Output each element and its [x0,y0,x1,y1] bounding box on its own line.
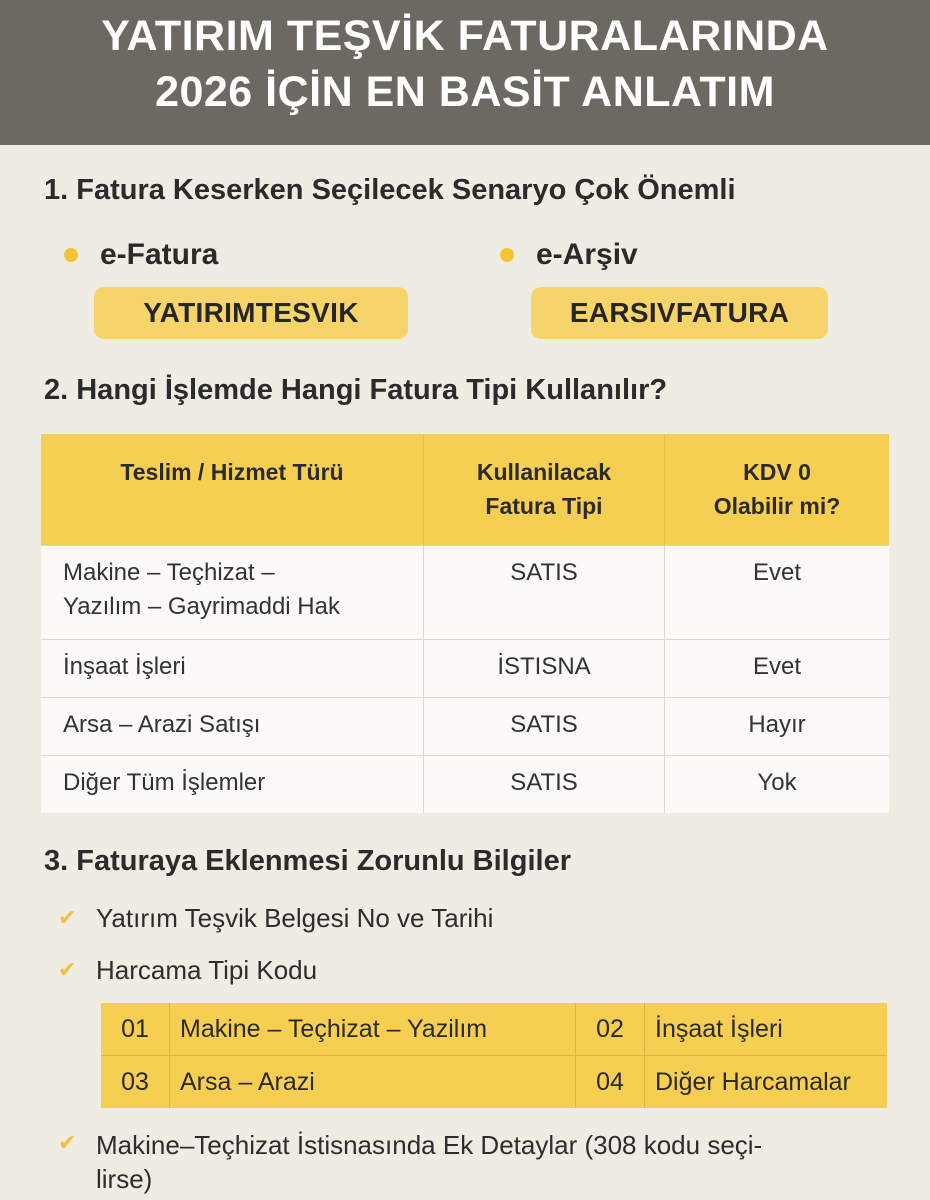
option-label: e-Fatura [100,238,219,271]
cell-service-type: Makine – Teçhizat – Yazılım – Gayrimaddi Hak [41,545,424,639]
banner-title-line-2: 2026 İÇİN EN BASİT ANLATIM [155,68,775,116]
invoice-type-table [41,434,889,813]
code-number: 03 [101,1056,170,1109]
code-label: Diğer Harcamalar [645,1056,888,1109]
option-e-arsiv [500,238,638,272]
cell-invoice-type: SATIS [424,545,665,639]
required-item-2 [58,955,317,986]
yellow-dot-icon [64,248,78,262]
required-item-text-line-1: Makine–Teçhizat İstisnasında Ek Detaylar (308 kodu seçi- [96,1130,763,1160]
cell-kdv: Yok [665,755,890,813]
column-header-kdv: KDV 0 Olabilir mi? [665,434,890,545]
cell-invoice-type: SATIS [424,755,665,813]
table-row [101,1056,887,1109]
cell-kdv: Evet [665,545,890,639]
table-row [41,545,889,639]
code-number: 04 [576,1056,645,1109]
scenario-badge-yatirimtesvik: YATIRIMTESVIK [94,287,408,339]
table-row [101,1003,887,1056]
option-label: e-Arşiv [536,238,638,271]
cell-service-type: Diğer Tüm İşlemler [41,755,424,813]
code-number: 01 [121,1014,149,1043]
table-row [41,639,889,697]
cell-kdv: Evet [665,639,890,697]
expense-code-table [101,1003,887,1108]
check-icon: ✔ [58,957,77,982]
column-header-invoice-type: Kullanilacak Fatura Tipi [424,434,665,545]
code-label: Makine – Teçhizat – Yazilım [170,1003,576,1056]
section-2-heading: 2. Hangi İşlemde Hangi Fatura Tipi Kullanılır? [44,374,668,406]
cell-kdv: Hayır [665,697,890,755]
section-1-heading: 1. Fatura Keserken Seçilecek Senaryo Çok Önemli [44,174,736,206]
table-header-row [41,434,889,545]
required-item-text: Yatırım Teşvik Belgesi No ve Tarihi [96,903,494,933]
cell-service-type: Arsa – Arazi Satışı [41,697,424,755]
table-row [41,697,889,755]
required-item-1 [58,903,493,934]
code-number: 02 [576,1003,645,1056]
scenario-badge-earsivfatura: EARSIVFATURA [531,287,828,339]
check-icon: ✔ [58,1130,77,1155]
section-3-heading: 3. Faturaya Eklenmesi Zorunlu Bilgiler [44,845,571,877]
yellow-dot-icon [500,248,514,262]
code-label: İnşaat İşleri [645,1003,888,1056]
column-header-service-type: Teslim / Hizmet Türü [41,434,424,545]
cell-invoice-type: SATIS [424,697,665,755]
code-label: Arsa – Arazi [170,1056,576,1109]
table-row [41,755,889,813]
required-item-text-line-2: lirse) [96,1164,153,1194]
cell-invoice-type: İSTISNA [424,639,665,697]
required-item-3 [58,1128,898,1196]
option-e-fatura [64,238,218,272]
banner-title-line-1: YATIRIM TEŞVİK FATURALARINDA [101,12,829,60]
check-icon: ✔ [58,905,77,930]
required-item-text: Harcama Tipi Kodu [96,955,318,985]
cell-service-type: İnşaat İşleri [41,639,424,697]
title-banner [0,0,930,145]
